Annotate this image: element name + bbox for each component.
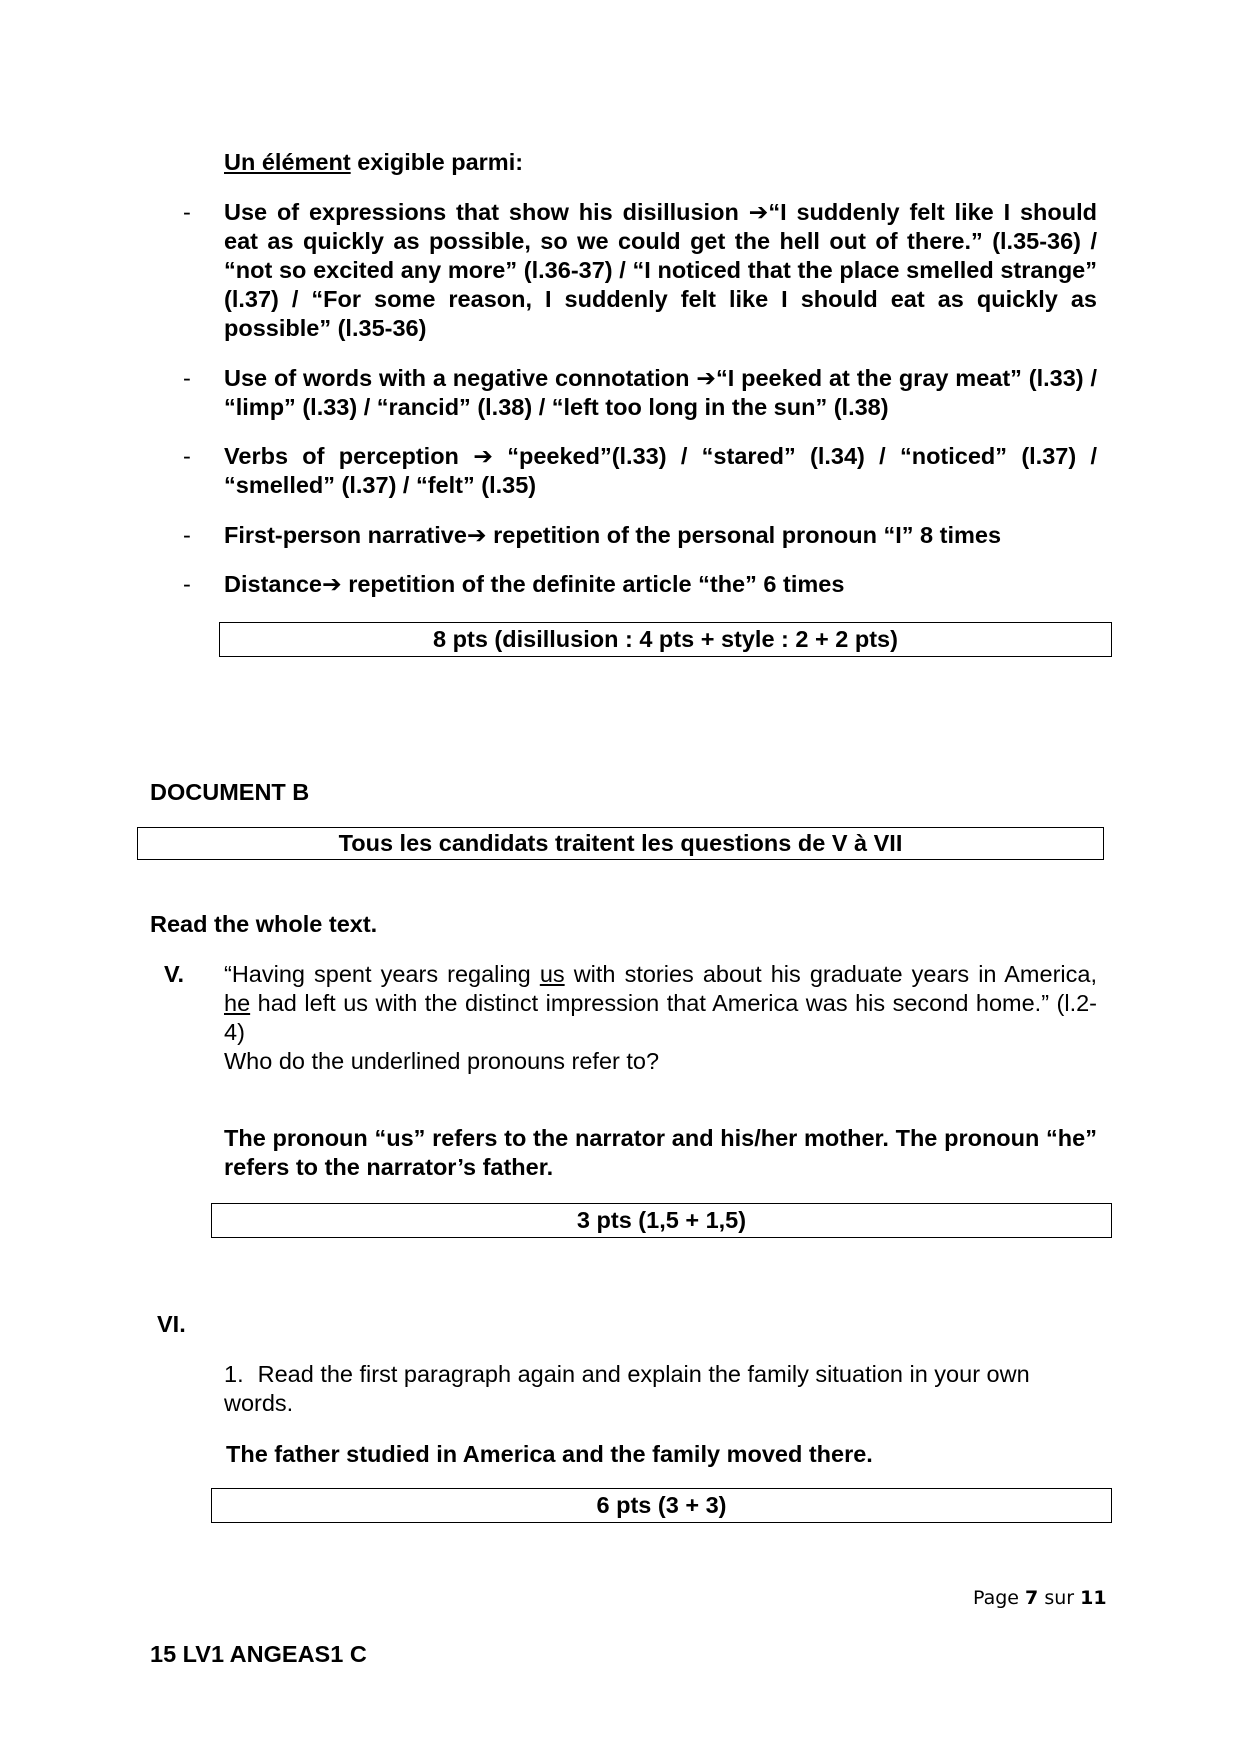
bullet-item-heading: First-person narrative — [224, 522, 467, 548]
arrow-right-icon: ➔ — [321, 570, 342, 598]
bullet-marker: - — [183, 571, 191, 597]
footer-code: 15 LV1 ANGEAS1 C — [150, 1641, 367, 1667]
bullet-item-distance — [224, 570, 1097, 599]
question-vi-answer: The father studied in America and the family moved there. — [226, 1441, 873, 1467]
instruction-box: Tous les candidats traitent les questions de V à VII — [137, 827, 1104, 860]
intro-underlined: Un élément — [224, 149, 351, 175]
bullet-item-heading: Use of expressions that show his disillusion — [224, 199, 749, 225]
quote-part: had left us with the distinct impression that America was his second home.” (l.2-4) — [224, 990, 1097, 1045]
page-current: 7 — [1025, 1587, 1039, 1609]
points-box-section-a: 8 pts (disillusion : 4 pts + style : 2 + 2 pts) — [219, 622, 1112, 657]
bullet-item-detail: repetition of the definite article “the” 6 times — [341, 571, 845, 597]
question-v-answer: The pronoun “us” refers to the narrator and his/her mother. The pronoun “he” refers to the narrator’s father. — [224, 1125, 1097, 1180]
quote-part: with stories about his graduate years in America, — [564, 961, 1097, 987]
underlined-pronoun-us: us — [539, 961, 565, 987]
bullet-item-detail: repetition of the personal pronoun “I” 8 times — [486, 522, 1002, 548]
bullet-item-heading: Distance — [224, 571, 322, 597]
arrow-right-icon: ➔ — [696, 364, 716, 392]
bullet-item-detail: “I suddenly felt like I should eat as quickly as possible, so we could get the hell out of there.” (l.35-36) / “not so excited any more” (l.36-37) / “I noticed that the place smelled strange” (l.37) / “For some reason, I suddenly felt like I should eat as quickly as possible” (l.35-36) — [224, 199, 1097, 341]
page-sep: sur — [1038, 1587, 1081, 1609]
question-v-quote — [224, 960, 1097, 1047]
bullet-item-heading: Verbs of perception — [224, 443, 474, 469]
sub-question-number: 1. — [224, 1361, 244, 1387]
arrow-right-icon: ➔ — [466, 521, 487, 549]
question-v-prompt: Who do the underlined pronouns refer to? — [224, 1048, 660, 1074]
arrow-right-icon: ➔ — [473, 442, 493, 470]
page-number — [973, 1587, 1107, 1609]
question-vi-number: VI. — [157, 1311, 186, 1337]
bullet-item-perception — [224, 442, 1097, 500]
quote-part: “Having spent years regaling — [224, 961, 540, 987]
bullet-marker: - — [183, 365, 191, 391]
intro-line — [224, 148, 523, 177]
points-box-question-v: 3 pts (1,5 + 1,5) — [211, 1203, 1112, 1238]
bullet-item-detail: “I peeked at the gray meat” (l.33) / “limp” (l.33) / “rancid” (l.38) / “left too long in the sun” (l.38) — [224, 365, 1097, 420]
bullet-item-heading: Use of words with a negative connotation — [224, 365, 697, 391]
bullet-item-detail: “peeked”(l.33) / “stared” (l.34) / “noticed” (l.37) / “smelled” (l.37) / “felt” (l.35) — [224, 443, 1097, 498]
bullet-item-negative-connotation — [224, 364, 1097, 422]
arrow-right-icon: ➔ — [748, 198, 769, 226]
read-instruction: Read the whole text. — [150, 911, 378, 937]
bullet-marker: - — [183, 443, 191, 469]
question-v-number: V. — [164, 961, 185, 987]
points-box-question-vi: 6 pts (3 + 3) — [211, 1488, 1112, 1523]
underlined-pronoun-he: he — [224, 990, 251, 1016]
bullet-marker: - — [183, 522, 191, 548]
bullet-item-disillusion — [224, 198, 1097, 343]
bullet-marker: - — [183, 199, 191, 225]
question-vi-1 — [224, 1360, 1097, 1418]
sub-question-text: Read the first paragraph again and explain the family situation in your own words. — [224, 1361, 1030, 1416]
document-b-heading: DOCUMENT B — [150, 779, 310, 805]
page-label: Page — [973, 1587, 1026, 1609]
page-total: 11 — [1080, 1587, 1107, 1609]
bullet-item-first-person — [224, 521, 1097, 550]
intro-rest: exigible parmi: — [350, 149, 524, 175]
